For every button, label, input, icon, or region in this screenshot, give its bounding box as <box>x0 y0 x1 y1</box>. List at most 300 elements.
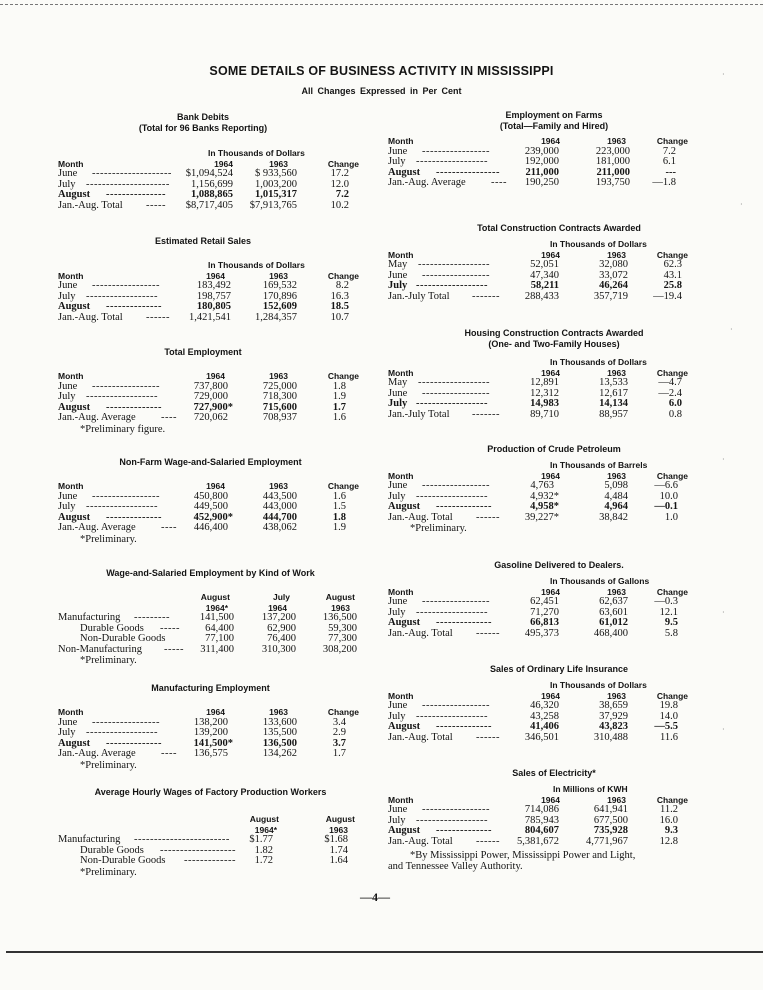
cell: 6.0 <box>668 398 682 409</box>
cell: 38,842 <box>599 511 628 523</box>
cell: 12.0 <box>330 178 349 190</box>
col-header: 1964 <box>541 136 560 146</box>
row-label: Jan.-Aug. Total <box>58 199 123 211</box>
units-label: In Thousands of Dollars <box>550 357 647 367</box>
cell: 785,943 <box>524 814 559 826</box>
cell: 190,250 <box>524 177 559 188</box>
cell: 43,823 <box>599 721 628 732</box>
table-row <box>388 837 690 848</box>
section-subtitle: (Total for 96 Banks Reporting) <box>138 123 268 133</box>
col-header: Month <box>388 794 414 805</box>
leader-dots: -------------- <box>436 721 492 732</box>
table-row <box>58 856 363 867</box>
units-label: In Thousands of Dollars <box>550 239 647 249</box>
leader-dots: ----------------- <box>422 804 490 815</box>
cell: 76,400 <box>267 633 296 644</box>
cell: —5.5 <box>654 721 678 732</box>
leader-dots: ---- <box>161 522 177 533</box>
scan-speck: · <box>722 608 725 617</box>
table-row <box>388 513 690 524</box>
cell: 10.2 <box>330 199 349 211</box>
cell: 308,200 <box>322 643 357 655</box>
col-header: 1964 <box>541 690 560 701</box>
cell: 211,000 <box>525 166 559 178</box>
col-header: 1964 <box>541 586 560 597</box>
leader-dots: ------------------ <box>416 156 488 167</box>
leader-dots: ------ <box>476 627 500 639</box>
leader-dots: ----------------- <box>422 145 490 157</box>
table-row <box>388 618 690 629</box>
cell: 16.0 <box>659 814 678 826</box>
table-row <box>388 481 690 492</box>
cell: 138,200 <box>193 716 228 728</box>
table-row <box>388 805 690 816</box>
cell: —2.4 <box>658 387 682 399</box>
cell: 735,928 <box>593 825 628 836</box>
leader-dots: ---- <box>161 748 177 759</box>
cell: 193,750 <box>595 177 630 188</box>
cell: 7.2 <box>335 189 349 200</box>
cell: 5,381,672 <box>517 835 559 847</box>
cell: 135,500 <box>262 727 297 738</box>
cell: 714,086 <box>524 804 559 815</box>
cell: $1.68 <box>324 834 348 845</box>
cell: 66,813 <box>530 617 559 628</box>
col-header: 1964 <box>541 794 560 805</box>
table-row <box>58 313 363 324</box>
cell: 1.5 <box>332 501 346 512</box>
cell: 88,957 <box>599 408 628 420</box>
cell: 449,500 <box>193 501 228 512</box>
leader-dots: ------------------ <box>86 727 158 738</box>
row-label: July <box>58 290 76 302</box>
electricity-section <box>388 768 690 872</box>
leader-dots: ----------------- <box>422 480 490 491</box>
section-title: Total Construction Contracts Awarded <box>477 223 641 233</box>
section-title: Sales of Ordinary Life Insurance <box>489 664 629 674</box>
row-label: August <box>388 166 421 178</box>
section-title: Sales of Electricity* <box>512 768 596 778</box>
cell: 727,900* <box>193 401 233 413</box>
scan-speck: · <box>722 70 725 79</box>
scan-speck: · <box>722 725 725 734</box>
col-header: 1963 <box>331 602 350 613</box>
section-title: Production of Crude Petroleum <box>487 444 621 454</box>
col-header: Change <box>656 470 688 481</box>
cell: 357,719 <box>593 290 628 302</box>
cell: 170,896 <box>262 290 297 302</box>
row-label: July <box>388 398 408 409</box>
leader-dots: -------------- <box>436 617 492 628</box>
row-label: July <box>388 814 406 826</box>
cell: 77,300 <box>328 633 357 644</box>
col-header: 1964* <box>205 602 228 613</box>
col-header: 1964* <box>254 824 277 835</box>
scan-speck: · <box>730 325 733 334</box>
cell: 12.1 <box>659 606 678 618</box>
row-label: June <box>388 145 408 157</box>
row-label: Non-Durable Goods <box>80 633 166 644</box>
cell: $1,094,524 <box>185 168 233 179</box>
col-header: Month <box>388 136 414 146</box>
row-label: Jan.-Aug. Average <box>388 177 466 188</box>
row-label: June <box>388 804 408 815</box>
section-title: Employment on Farms <box>505 110 603 120</box>
section-title: Average Hourly Wages of Factory Production Workers <box>94 787 327 797</box>
cell: 9.5 <box>664 617 678 628</box>
leader-dots: ------------------ <box>416 490 488 502</box>
leader-dots: ----------------- <box>92 280 160 291</box>
footnote: *Preliminary. <box>80 655 137 666</box>
cell: 211,000 <box>596 166 630 178</box>
row-label: Durable Goods <box>80 844 144 856</box>
leader-dots: ------------------ <box>416 710 488 722</box>
row-label: August <box>58 301 91 312</box>
col-header: 1964 <box>206 371 225 381</box>
section-title: Total Employment <box>164 347 242 357</box>
cell: 641,941 <box>593 804 628 815</box>
section-title: Wage-and-Salaried Employment by Kind of Work <box>106 568 315 578</box>
leader-dots: -------------- <box>106 401 162 413</box>
cell: 58,211 <box>530 280 559 291</box>
col-header: Change <box>656 586 688 597</box>
cell: 288,433 <box>524 290 559 302</box>
col-header: 1963 <box>607 136 626 146</box>
cell: 1,284,357 <box>255 311 297 323</box>
row-label: August <box>388 721 421 732</box>
units-label: In Millions of KWH <box>553 784 628 794</box>
leader-dots: ----------------- <box>422 596 490 607</box>
section-title: Bank Debits <box>176 112 229 122</box>
row-label: Jan.-Aug. Total <box>388 511 453 523</box>
row-label: May <box>388 377 408 388</box>
cell: 443,500 <box>262 490 297 502</box>
cell: 33,072 <box>599 269 628 281</box>
footnote: *Preliminary. <box>410 523 467 534</box>
cell: 59,300 <box>328 622 357 634</box>
cell: 1.6 <box>332 412 346 423</box>
leader-dots: -------------- <box>106 301 162 312</box>
cell: 43.1 <box>663 269 682 281</box>
cell: 239,000 <box>524 145 559 157</box>
row-label: August <box>58 511 91 523</box>
cell: —6.6 <box>654 480 678 491</box>
cell: 62,637 <box>599 596 628 607</box>
section-subtitle: (One- and Two-Family Houses) <box>488 339 620 349</box>
row-label: June <box>58 490 78 502</box>
col-header: 1963 <box>607 586 626 597</box>
row-label: Manufacturing <box>58 612 121 623</box>
row-label: Jan.-Aug. Total <box>388 731 453 743</box>
hourly-wages-section <box>58 787 363 878</box>
table-row <box>58 645 363 656</box>
top-rule <box>0 4 763 5</box>
cell: 9.3 <box>664 825 678 836</box>
page-title: SOME DETAILS OF BUSINESS ACTIVITY IN MISSISSIPPI <box>209 64 554 78</box>
cell: 4,964 <box>604 501 628 512</box>
col-header: 1964 <box>541 249 560 260</box>
cell: 1,003,200 <box>255 178 297 190</box>
page-subtitle: All Changes Expressed in Per Cent <box>301 86 462 96</box>
cell: —19.4 <box>653 290 682 302</box>
table-row <box>58 613 363 624</box>
cell: 1.8 <box>332 511 346 523</box>
cell: 13,533 <box>599 377 628 388</box>
cell: 1.74 <box>329 844 348 856</box>
cell: 310,300 <box>261 643 296 655</box>
row-label: August <box>58 401 91 413</box>
cell: —0.3 <box>654 596 678 607</box>
gasoline-section <box>388 560 690 639</box>
col-header: 1964 <box>206 707 225 717</box>
leader-dots: ------ <box>476 835 500 847</box>
cell: 720,062 <box>193 412 228 423</box>
row-label: June <box>58 716 78 728</box>
col-header: Month <box>58 270 84 281</box>
units-label: In Thousands of Dollars <box>208 148 305 158</box>
leader-dots: ------- <box>472 408 500 420</box>
col-header: Change <box>656 249 688 260</box>
cell: 38,659 <box>599 700 628 711</box>
table-row <box>388 281 690 292</box>
footnote: *Preliminary figure. <box>80 423 166 435</box>
cell: 61,012 <box>599 617 628 628</box>
leader-dots: --------- <box>134 612 170 623</box>
cell: 17.2 <box>330 168 349 179</box>
col-header: Month <box>58 481 84 491</box>
cell: 136,500 <box>322 612 357 623</box>
cell: 180,805 <box>196 301 231 312</box>
cell: 452,900* <box>193 511 233 523</box>
footnote: *Preliminary. <box>80 866 137 878</box>
table-row <box>388 502 690 513</box>
leader-dots: ----------------- <box>422 700 490 711</box>
table-row <box>388 701 690 712</box>
cell: $7,913,765 <box>249 199 297 211</box>
leader-dots: ------------------ <box>418 259 490 270</box>
col-header: Month <box>58 371 84 381</box>
row-label: Durable Goods <box>80 622 144 634</box>
row-label: July <box>388 606 406 618</box>
leader-dots: ----- <box>164 643 184 655</box>
cell: 37,929 <box>599 710 628 722</box>
scan-speck: · <box>722 455 725 464</box>
cell: 737,800 <box>193 380 228 392</box>
row-label: July <box>58 391 76 402</box>
cell: 495,373 <box>524 627 559 639</box>
leader-dots: ------------- <box>184 855 236 866</box>
cell: 19.8 <box>659 700 678 711</box>
cell: 137,200 <box>261 612 296 623</box>
table-row <box>58 281 363 292</box>
construction-contracts-section <box>388 223 690 302</box>
cell: 12.8 <box>659 835 678 847</box>
col-header: 1963 <box>269 707 288 717</box>
leader-dots: ------------------ <box>86 391 158 402</box>
cell: $1.77 <box>249 834 273 845</box>
cell: 3.4 <box>332 716 346 728</box>
table-row <box>58 634 363 645</box>
cell: 169,532 <box>262 280 297 291</box>
col-header: Month <box>388 249 414 260</box>
cell: 677,500 <box>593 814 628 826</box>
col-header: 1963 <box>607 249 626 260</box>
leader-dots: ---------------- <box>436 166 500 178</box>
bottom-rule <box>6 951 763 953</box>
table-row <box>388 629 690 640</box>
cell: 223,000 <box>595 145 630 157</box>
col-header: 1963 <box>607 367 626 378</box>
cell: 468,400 <box>593 627 628 639</box>
cell: 11.2 <box>660 804 678 815</box>
col-header: Month <box>58 158 84 169</box>
cell: $ 933,560 <box>255 168 297 179</box>
cell: 139,200 <box>193 727 228 738</box>
cell: 718,300 <box>262 391 297 402</box>
cell: 1.72 <box>254 855 273 866</box>
leader-dots: -------------- <box>106 737 162 749</box>
cell: 310,488 <box>593 731 628 743</box>
leader-dots: ----------------- <box>422 387 490 399</box>
cell: 192,000 <box>524 156 559 167</box>
cell: 1,421,541 <box>189 311 231 323</box>
table-row <box>388 597 690 608</box>
cell: 10.7 <box>330 311 349 323</box>
col-header: 1963 <box>607 470 626 481</box>
col-header: 1963 <box>269 371 288 381</box>
section-title: Gasoline Delivered to Dealers. <box>494 560 624 570</box>
housing-contracts-section <box>388 328 690 420</box>
leader-dots: ------ <box>476 511 500 523</box>
cell: 12,891 <box>530 377 559 388</box>
leader-dots: ------------------ <box>418 377 490 388</box>
row-label: June <box>388 269 408 281</box>
cell: 71,270 <box>530 606 559 618</box>
cell: --- <box>665 166 676 178</box>
leader-dots: ----------------- <box>92 380 160 392</box>
cell: 1.0 <box>664 511 678 523</box>
leader-dots: ------------------ <box>416 398 488 409</box>
cell: 46,320 <box>530 700 559 711</box>
cell: 6.1 <box>662 156 676 167</box>
retail-sales-section <box>58 236 363 323</box>
cell: 1,015,317 <box>255 189 297 200</box>
row-label: Non-Durable Goods <box>80 855 166 866</box>
cell: 52,051 <box>530 259 559 270</box>
farm-employment-section <box>388 110 690 189</box>
cell: 77,100 <box>205 633 234 644</box>
cell: 4,763 <box>530 480 554 491</box>
col-header: 1963 <box>269 270 288 281</box>
table-row <box>388 826 690 837</box>
leader-dots: -------------- <box>436 825 492 836</box>
row-label: Jan.-Aug. Total <box>58 311 123 323</box>
leader-dots: ------------------ <box>416 814 488 826</box>
col-header: Change <box>327 270 359 281</box>
scan-speck: · <box>740 200 743 209</box>
col-header: July <box>272 592 290 602</box>
col-header: August <box>325 592 355 602</box>
cell: 1.6 <box>332 490 346 502</box>
kind-of-work-section <box>58 568 363 666</box>
cell: $8,717,405 <box>185 199 233 211</box>
row-label: June <box>58 380 78 392</box>
row-label: August <box>58 189 91 200</box>
cell: 18.5 <box>330 301 349 312</box>
section-subtitle: (Total—Family and Hired) <box>499 121 609 131</box>
section-title: Non-Farm Wage-and-Salaried Employment <box>119 457 302 467</box>
col-header: Month <box>388 470 414 481</box>
leader-dots: ---- <box>491 177 507 188</box>
cell: 198,757 <box>196 290 231 302</box>
leader-dots: -------------- <box>106 511 162 523</box>
col-header: Change <box>327 371 359 381</box>
cell: 43,258 <box>530 710 559 722</box>
cell: 1.8 <box>332 380 346 392</box>
col-header: 1964 <box>268 602 287 613</box>
table-row <box>388 178 690 189</box>
bank-debits-section <box>58 112 363 211</box>
units-label: In Thousands of Gallons <box>550 576 650 586</box>
cell: 1.7 <box>332 401 346 413</box>
col-header: Month <box>388 586 414 597</box>
col-header: Change <box>656 136 688 146</box>
row-label: Jan.-Aug. Average <box>58 412 136 423</box>
col-header: 1964 <box>541 470 560 481</box>
table-row <box>388 292 690 303</box>
col-header: 1963 <box>269 481 288 491</box>
cell: 1,156,699 <box>191 178 233 190</box>
footnote: *Preliminary. <box>80 533 137 545</box>
cell: 450,800 <box>193 490 228 502</box>
col-header: Month <box>388 367 414 378</box>
table-row <box>58 523 363 534</box>
row-label: August <box>388 501 421 512</box>
col-header: Change <box>656 794 688 805</box>
cell: 25.8 <box>663 280 682 291</box>
cell: 32,080 <box>599 259 628 270</box>
cell: 446,400 <box>193 522 228 533</box>
row-label: July <box>58 178 76 190</box>
cell: 181,000 <box>595 156 630 167</box>
col-header: Change <box>656 690 688 701</box>
cell: 12,617 <box>599 387 628 399</box>
leader-dots: -------------- <box>436 501 492 512</box>
row-label: July <box>388 710 406 722</box>
cell: 14,983 <box>530 398 559 409</box>
leader-dots: ----------------- <box>92 716 160 728</box>
leader-dots: -------------------- <box>92 168 172 179</box>
table-row <box>388 378 690 389</box>
table-row <box>58 502 363 513</box>
cell: 12,312 <box>530 387 559 399</box>
cell: 183,492 <box>196 280 231 291</box>
row-label: July <box>58 501 76 512</box>
row-label: June <box>388 480 408 491</box>
row-label: Jan.-Aug. Total <box>388 627 453 639</box>
table-row <box>58 749 363 760</box>
cell: 4,771,967 <box>586 835 628 847</box>
col-header: Month <box>58 707 84 717</box>
cell: 14,134 <box>599 398 628 409</box>
crude-petroleum-section <box>388 444 690 534</box>
leader-dots: ------------------ <box>416 606 488 618</box>
col-header: 1964 <box>541 367 560 378</box>
cell: 7.2 <box>662 145 676 157</box>
cell: 1,088,865 <box>191 189 233 200</box>
leader-dots: ------------------- <box>160 844 236 856</box>
cell: 708,937 <box>262 412 297 423</box>
